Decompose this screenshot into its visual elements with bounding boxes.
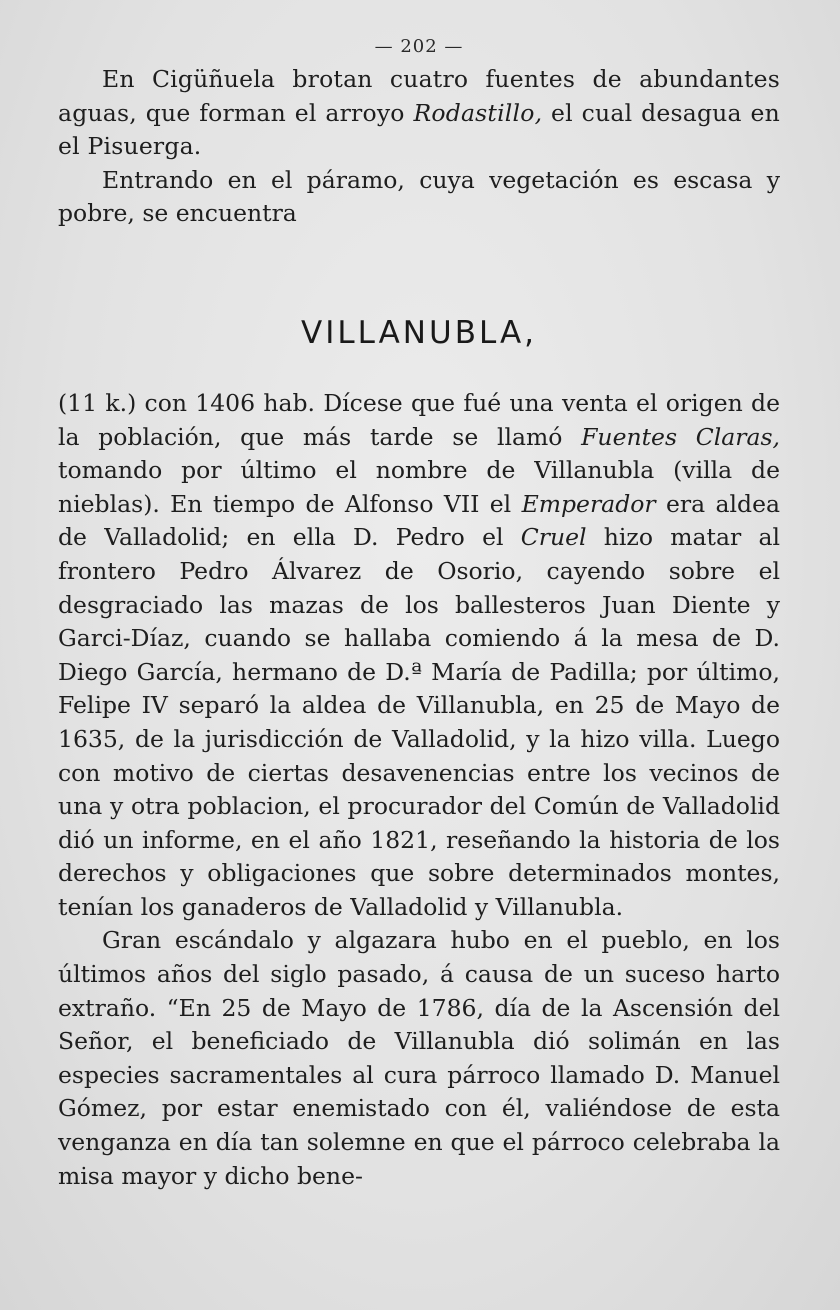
intro-paragraph: [58, 63, 780, 164]
section-heading: VILLANUBLA,: [301, 314, 537, 351]
page-number: — 202 —: [374, 36, 464, 57]
last-paragraph: Gran escándalo y algazara hubo en el pueblo, en los últimos años del siglo pasado, á causa de un suceso harto extraño. “En 25 de Mayo de 1786, día de la Ascensión del Señor, el beneficiado de Villanubla dió solimán en las especies sacramentales al cura párroco llamado D. Manuel Gómez, por estar enemistado con él, valiéndose de esta venganza en día tan solemne en que el párroco celebraba la misa mayor y dicho bene-: [58, 926, 780, 1190]
book-page: [58, 36, 780, 1193]
second-paragraph: Entrando en el páramo, cuya vegetación es escasa y pobre, se encuentra: [58, 165, 780, 228]
main-italic-emperador: Emperador: [521, 489, 656, 518]
intro-text-1: En Cigüñuela brotan cuatro fuentes de abundantes aguas, que forman el arroyo: [58, 65, 780, 127]
main-text-4: hizo matar al frontero Pedro Álvarez de Osorio, cayendo sobre el desgraciado las mazas de los ballesteros Juan Diente y Garci-Díaz, cuando se hallaba comiendo á la mesa de D. Diego García, hermano de D.ª María de Padilla; por último, Felipe IV separó la aldea de Villanubla, en 25 de Mayo de 1635, de la jurisdicción de Valladolid, y la hizo villa. Luego con motivo de ciertas desavenencias entre los vecinos de una y otra poblacion, el procurador del Común de Valladolid dió un informe, en el año 1821, reseñando la historia de los derechos y obligaciones que sobre determinados montes, tenían los ganaderos de Valladolid y Villanubla.: [58, 523, 780, 921]
main-text-1: (11 k.) con 1406 hab. Dícese que fué una venta el origen de la población, que más tarde se llamó: [58, 388, 780, 451]
intro-italic-rodastillo: Rodastillo,: [413, 98, 543, 127]
main-text-2: tomando por último el nombre de Villanubla (villa de nieblas). En tiempo de Alfonso VII el: [58, 456, 780, 518]
main-text-3: era aldea de Valladolid; en ella D. Pedro el: [58, 489, 780, 552]
main-italic-cruel: Cruel: [520, 523, 587, 552]
main-paragraph: [58, 387, 780, 925]
intro-text-2: el cual desagua en el Pisuerga.: [58, 98, 780, 161]
main-italic-fuentes-claras: Fuentes Claras,: [581, 422, 780, 451]
